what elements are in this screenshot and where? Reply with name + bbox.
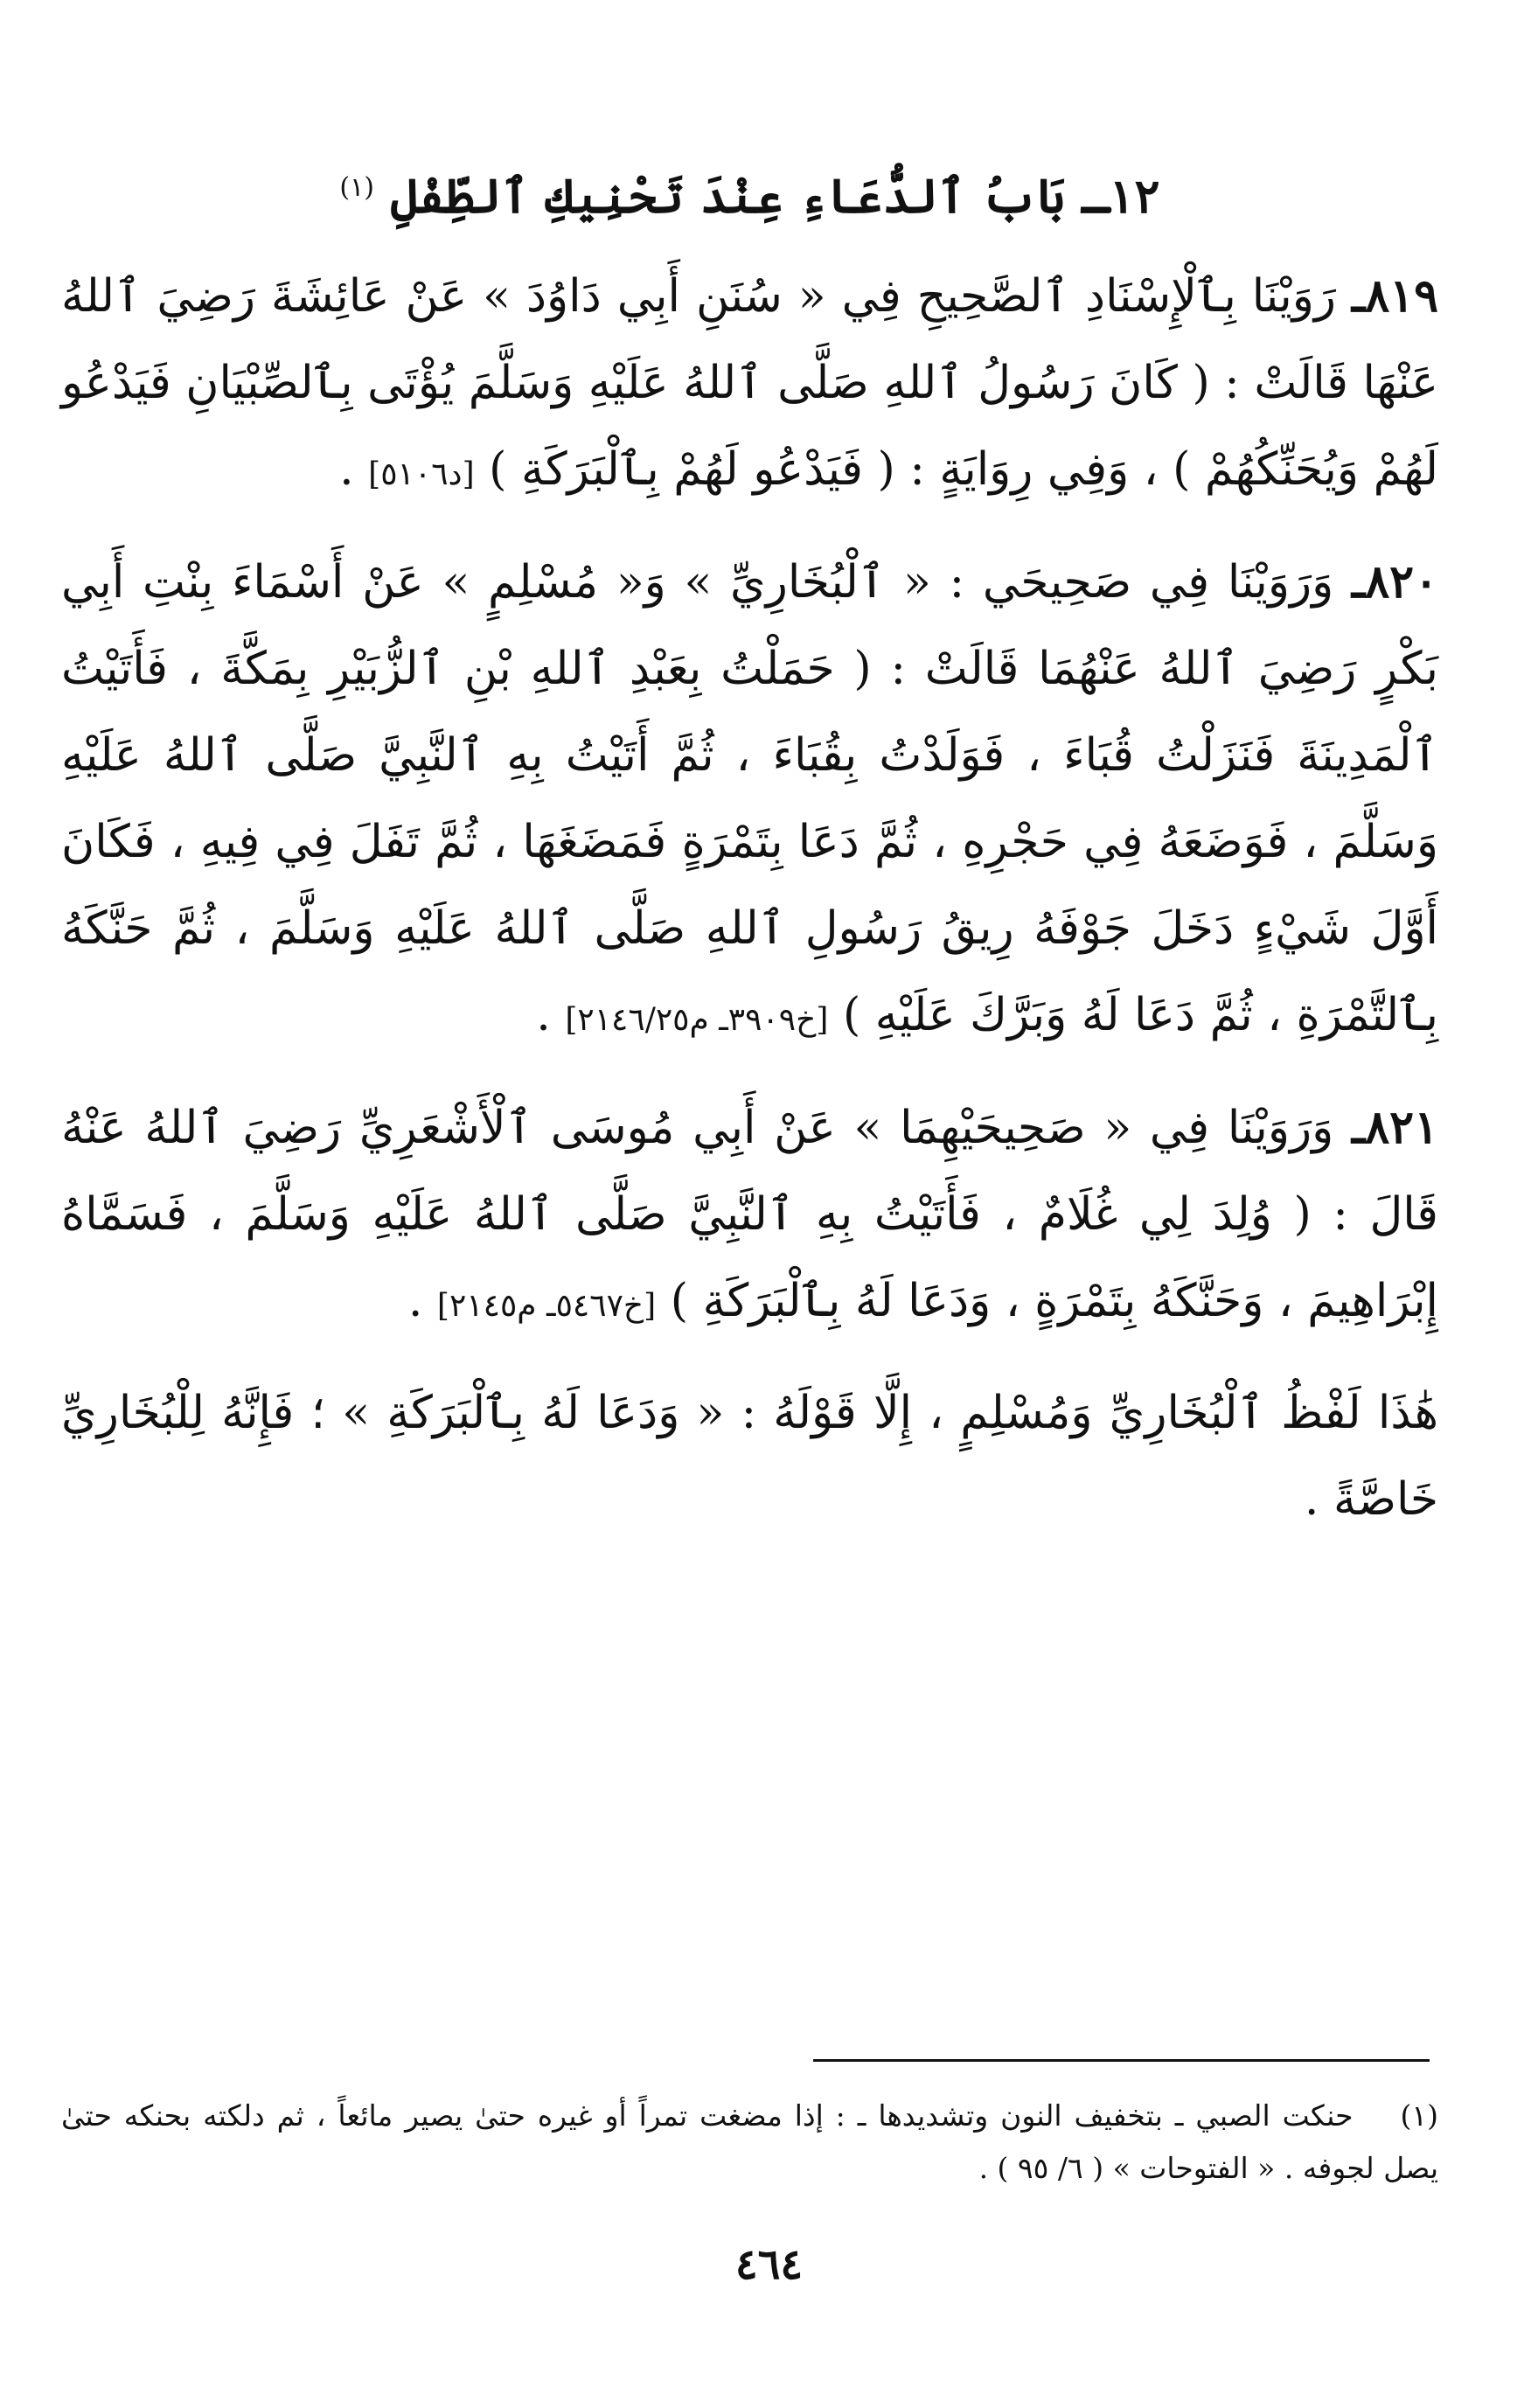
hadith-text: رَوَيْنَا بِٱلْإِسْنَادِ ٱلصَّحِيحِ فِي « سُنَنِ أَبِي دَاوُدَ » عَنْ عَائِشَةَ رَضِيَ ٱللهُ عَنْهَا قَالَتْ : ( كَانَ رَسُولُ ٱللهِ صَلَّى ٱللهُ عَلَيْهِ وَسَلَّمَ يُؤْتَى بِٱلصِّبْيَانِ فَيَدْعُو لَهُمْ وَيُحَنِّكُهُمْ ) ، وَفِي رِوَايَةٍ : ( فَيَدْعُو لَهُمْ بِٱلْبَرَكَةِ )	[61, 270, 1438, 496]
hadith-source-ref: [د٥١٠٦]	[368, 456, 475, 492]
chapter-number: ١٢ـ	[1081, 168, 1160, 224]
chapter-heading	[61, 149, 1438, 235]
footnote-reference: (١)	[339, 172, 374, 203]
footnote	[61, 2090, 1438, 2195]
hadith-number: ٨٢١ـ	[1351, 1101, 1438, 1154]
chapter-title: بَابُ ٱلدُّعَاءِ عِنْدَ تَحْنِيكِ ٱلطِّفْلِ	[390, 168, 1066, 224]
hadith-text: وَرَوَيْنَا فِي صَحِيحَي : « ٱلْبُخَارِيِّ » وَ« مُسْلِمٍ » عَنْ أَسْمَاءَ بِنْتِ أَبِي بَكْرٍ رَضِيَ ٱللهُ عَنْهُمَا قَالَتْ : ( حَمَلْتُ بِعَبْدِ ٱللهِ بْنِ ٱلزُّبَيْرِ بِمَكَّةَ ، فَأَتَيْتُ ٱلْمَدِينَةَ فَنَزَلْتُ قُبَاءَ ، فَوَلَدْتُ بِقُبَاءَ ، ثُمَّ أَتَيْتُ بِهِ ٱلنَّبِيَّ صَلَّى ٱللهُ عَلَيْهِ وَسَلَّمَ ، فَوَضَعَهُ فِي حَجْرِهِ ، ثُمَّ دَعَا بِتَمْرَةٍ فَمَضَغَهَا ، ثُمَّ تَفَلَ فِي فِيهِ ، فَكَانَ أَوَّلَ شَيْءٍ دَخَلَ جَوْفَهُ رِيقُ رَسُولِ ٱللهِ صَلَّى ٱللهُ عَلَيْهِ وَسَلَّمَ ، ثُمَّ حَنَّكَهُ بِٱلتَّمْرَةِ ، ثُمَّ دَعَا لَهُ وَبَرَّكَ عَلَيْهِ )	[61, 556, 1438, 1041]
footnote-divider	[813, 2059, 1430, 2062]
hadith-end-mark: .	[536, 989, 566, 1041]
page-number: ٤٦٤	[734, 2240, 804, 2289]
hadith-number: ٨٢٠ـ	[1351, 555, 1438, 609]
hadith-821	[61, 1084, 1438, 1349]
hadith-819	[61, 253, 1438, 518]
hadith-number: ٨١٩ـ	[1351, 269, 1439, 323]
hadith-source-ref: [خ٥٤٦٧ـ م٢١٤٥]	[436, 1288, 657, 1324]
footnote-marker: (١)	[1400, 2098, 1439, 2133]
footnote-text: حنكت الصبي ـ بتخفيف النون وتشديدها ـ : إذا مضغت تمراً أو غيره حتىٰ يصير مائعاً ، ثم دلكته بحنكه حتىٰ يصل لجوفه . « الفتوحات » ( ٦/ ٩٥ ) .	[61, 2098, 1438, 2185]
hadith-820	[61, 539, 1438, 1063]
main-text-block	[61, 149, 1438, 1564]
hadith-source-ref: [خ٣٩٠٩ـ م٢١٤٦/٢٥]	[565, 1002, 829, 1038]
hadith-end-mark: .	[407, 1275, 437, 1327]
hadith-end-mark: .	[339, 443, 369, 496]
hadith-text: وَرَوَيْنَا فِي « صَحِيحَيْهِمَا » عَنْ أَبِي مُوسَى ٱلْأَشْعَرِيِّ رَضِيَ ٱللهُ عَنْهُ قَالَ : ( وُلِدَ لِي غُلَامٌ ، فَأَتَيْتُ بِهِ ٱلنَّبِيَّ صَلَّى ٱللهُ عَلَيْهِ وَسَلَّمَ ، فَسَمَّاهُ إِبْرَاهِيمَ ، وَحَنَّكَهُ بِتَمْرَةٍ ، وَدَعَا لَهُ بِٱلْبَرَكَةِ )	[61, 1102, 1438, 1327]
closing-note: هَٰذَا لَفْظُ ٱلْبُخَارِيِّ وَمُسْلِمٍ ، إِلَّا قَوْلَهُ : « وَدَعَا لَهُ بِٱلْبَرَكَةِ » ؛ فَإِنَّهُ لِلْبُخَارِيِّ خَاصَّةً .	[61, 1387, 1438, 1526]
